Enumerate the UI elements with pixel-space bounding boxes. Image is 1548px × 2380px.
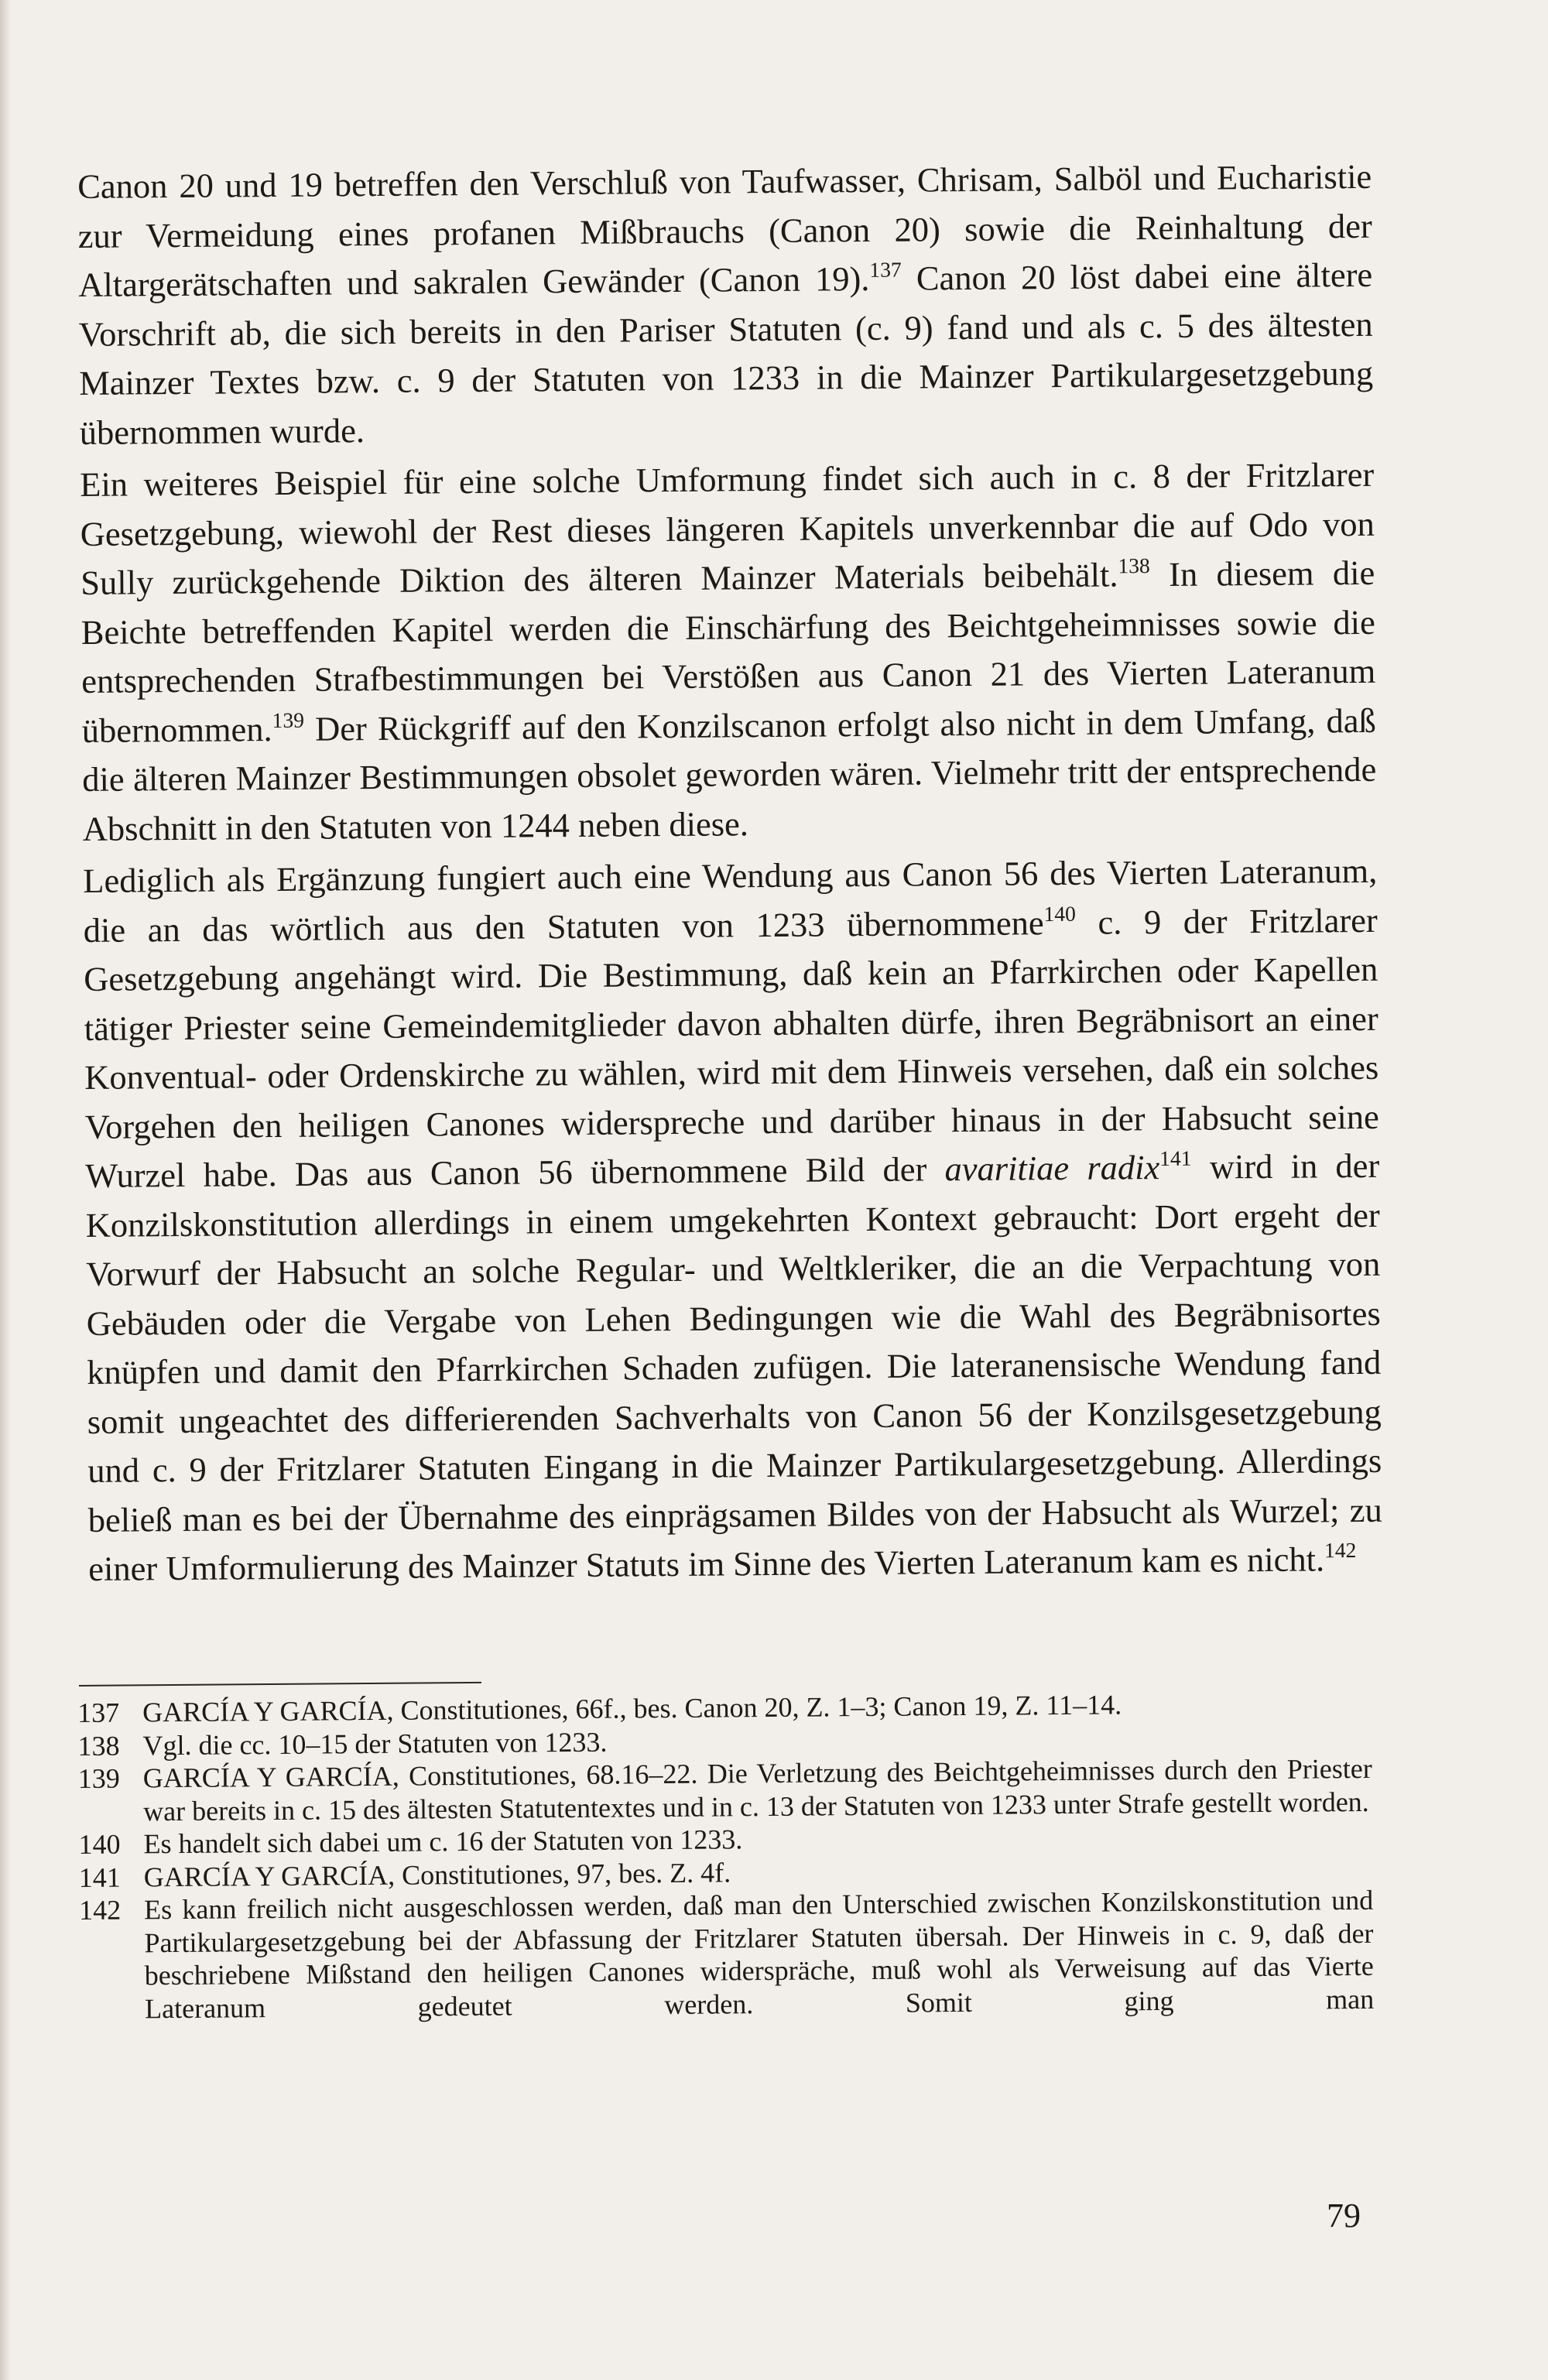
footnote-reference: 139 <box>272 707 305 732</box>
footnote-reference: 137 <box>869 257 902 282</box>
page-binding-shadow <box>0 0 11 2380</box>
footnote-reference: 141 <box>1159 1145 1192 1170</box>
footnote-text: GARCÍA Y GARCÍA, Constitutiones, 97, bes. Z. 4f. <box>143 1856 731 1892</box>
text-run: Lediglich als Ergänzung fungiert auch eine Wendung aus Canon 56 des Vierten Lateranum, die an das wörtlich aus den Statuten von 1233 übernommene <box>83 851 1378 950</box>
footnote-reference: 140 <box>1043 901 1076 926</box>
footnote-text: GARCÍA Y GARCÍA, Constitutiones, 68.16–22. Die Verletzung des Beichtgeheimnisses durch den Priester war bereits in c. 15 des ältesten Statutentextes und in c. 13 der Statuten von 1233 unter Strafe gestellt worden. <box>142 1752 1372 1827</box>
footnote-reference: 142 <box>1324 1537 1357 1563</box>
footnote <box>79 1884 1374 2026</box>
footnote-reference: 138 <box>1118 553 1150 578</box>
footnote-number: 140 <box>78 1828 121 1860</box>
footnote-text: Es kann freilich nicht ausgeschlossen werden, daß man den Unterschied zwischen Konzilskonstitution und Partikulargesetzgebung bei der Abfassung der Fritzlarer Statuten übersah. Der Hinweis in c. 9, daß der beschriebene Mißstand den heiligen Canones widerspräche, muß wohl als Verweisung auf das Vierte Lateranum gedeutet werden. Somit ging man <box>144 1884 1375 2024</box>
footnote-text: Es handelt sich dabei um c. 16 der Statuten von 1233. <box>143 1824 743 1860</box>
paragraph <box>77 152 1374 457</box>
page-number: 79 <box>1327 2197 1361 2234</box>
text-run: Canon 20 und 19 betreffen den Verschluß von Taufwasser, Chrisam, Salböl und Eucharistie zur Vermeidung eines profanen Mißbrauchs (Canon 20) sowie die Reinhaltung der Altargerätschaften und sakralen Gewänder (Canon 19). <box>77 156 1372 304</box>
text-run: Ein weiteres Beispiel für eine solche Umformung findet sich auch in c. 8 der Fritzlarer Gesetzgebung, wiewohl der Rest dieses längeren Kapitels unverkennbar die auf Odo von Sully zurückgehende Diktion des älteren Mainzer Materials beibehält. <box>80 454 1375 602</box>
footnote-number: 142 <box>79 1894 122 1926</box>
footnote-number: 139 <box>77 1762 120 1794</box>
footnotes <box>77 1687 1374 2026</box>
body-text <box>77 152 1382 1596</box>
footnote-text: Vgl. die cc. 10–15 der Statuten von 1233. <box>142 1726 608 1761</box>
footnote <box>78 1752 1373 1828</box>
text-run: In diesem die Beichte betreffenden Kapitel werden die Einschärfung des Beichtgeheimnisses sowie die entsprechenden Strafbestimmungen bei Verstößen aus Canon 21 des Vierten Lateranum übernommen. <box>80 553 1376 750</box>
italic-phrase: avaritiae radix <box>944 1148 1160 1189</box>
text-run: c. 9 der Fritzlarer Gesetzgebung angehängt wird. Die Bestimmung, daß kein an Pfarrkirchen oder Kapellen tätiger Priester seine Gemeindemitglieder davon abhalten dürfe, ihren Begräbnisort an einer Konventual- oder Ordenskirche zu wählen, wird mit dem Hinweis versehen, daß ein solches Vorgehen den heiligen Canones widerspreche und darüber hinaus in der Habsucht seine Wurzel habe. Das aus Canon 56 übernommene Bild der <box>84 900 1379 1195</box>
footnote-separator <box>79 1682 481 1687</box>
footnote-number: 141 <box>78 1861 121 1893</box>
paragraph <box>80 450 1377 854</box>
footnote-text: GARCÍA Y GARCÍA, Constitutiones, 66f., bes. Canon 20, Z. 1–3; Canon 19, Z. 11–14. <box>142 1689 1122 1728</box>
text-run: Canon 20 löst dabei eine ältere Vorschrift ab, die sich bereits in den Pariser Statuten (c. 9) fand und als c. 5 des ältesten Mainzer Textes bzw. c. 9 der Statuten von 1233 in die Mainzer Partikulargesetzgebung übernommen wurde. <box>78 255 1374 452</box>
text-run: wird in der Konzilskonstitution allerdings in einem umgekehrten Kontext gebraucht: Dort ergeht der Vorwurf der Habsucht an solche Regular- und Weltkleriker, die an die Verpachtung von Gebäuden oder die Vergabe von Lehen Bedingungen wie die Wahl des Begräbnisortes knüpfen und damit den Pfarrkirchen Schaden zufügen. Die lateranensische Wendung fand somit ungeachtet des differierenden Sachverhalts von Canon 56 der Konzilsgesetzgebung und c. 9 der Fritzlarer Statuten Eingang in die Mainzer Partikulargesetzgebung. Allerdings beließ man es bei der Übernahme des einprägsamen Bildes von der Habsucht als Wurzel; zu einer Umformulierung des Mainzer Statuts im Sinne des Vierten Lateranum kam es nicht. <box>85 1145 1382 1588</box>
paragraph <box>83 847 1382 1594</box>
text-run: Der Rückgriff auf den Konzilscanon erfolgt also nicht in dem Umfang, daß die älteren Mainzer Bestimmungen obsolet geworden wären. Vielmehr tritt der entsprechende Abschnitt in den Statuten von 1244 neben diese. <box>82 700 1377 848</box>
footnote-number: 138 <box>77 1730 120 1762</box>
footnote-number: 137 <box>77 1697 120 1728</box>
